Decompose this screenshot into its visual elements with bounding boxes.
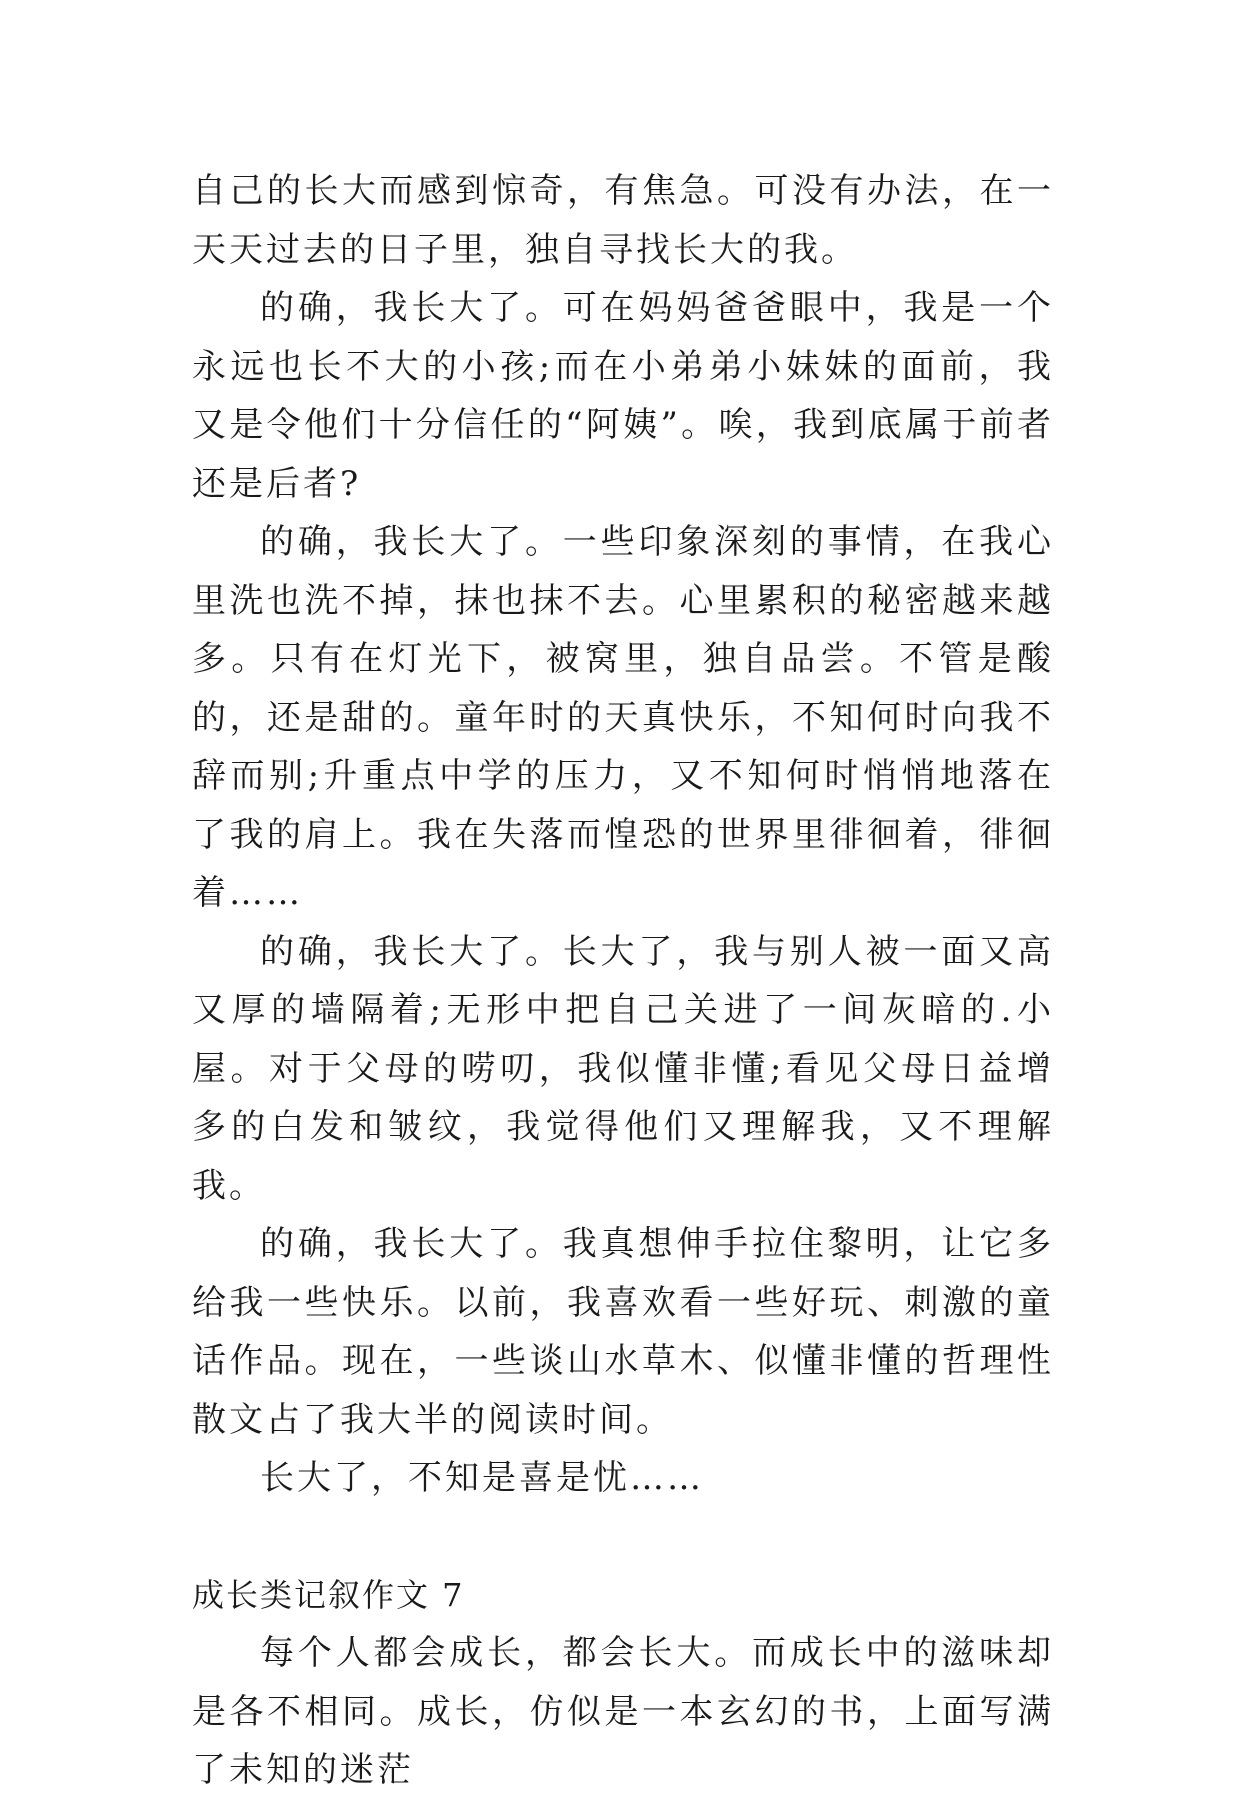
essay-body	[192, 162, 1054, 1800]
paragraph: 长大了，不知是喜是忧……	[260, 1458, 704, 1498]
paragraph-continuation: 自己的长大而感到惊奇，有焦急。可没有办法，在一天天过去的日子里，独自寻找长大的我。	[192, 171, 1054, 270]
paragraph: 的确，我长大了。可在妈妈爸爸眼中，我是一个永远也长不大的小孩;而在小弟弟小妹妹的面前，我又是令他们十分信任的“阿姨”。唉，我到底属于前者还是后者?	[192, 288, 1054, 504]
paragraph: 的确，我长大了。一些印象深刻的事情，在我心里洗也洗不掉，抹也抹不去。心里累积的秘密越来越多。只有在灯光下，被窝里，独自品尝。不管是酸的，还是甜的。童年时的天真快乐，不知何时向我不辞而别;升重点中学的压力，又不知何时悄悄地落在了我的肩上。我在失落而惶恐的世界里徘徊着，徘徊着……	[192, 522, 1054, 913]
paragraph: 的确，我长大了。长大了，我与别人被一面又高又厚的墙隔着;无形中把自己关进了一间灰暗的.小屋。对于父母的唠叨，我似懂非懂;看见父母日益增多的白发和皱纹，我觉得他们又理解我，又不理解我。	[192, 931, 1054, 1206]
paragraph: 每个人都会成长，都会长大。而成长中的滋味却是各不相同。成长，仿似是一本玄幻的书，上面写满了未知的迷茫	[192, 1633, 1054, 1790]
paragraph: 的确，我长大了。我真想伸手拉住黎明，让它多给我一些快乐。以前，我喜欢看一些好玩、刺激的童话作品。现在，一些谈山水草木、似懂非懂的哲理性散文占了我大半的阅读时间。	[192, 1224, 1054, 1440]
section-title: 成长类记叙作文 7	[192, 1575, 465, 1614]
